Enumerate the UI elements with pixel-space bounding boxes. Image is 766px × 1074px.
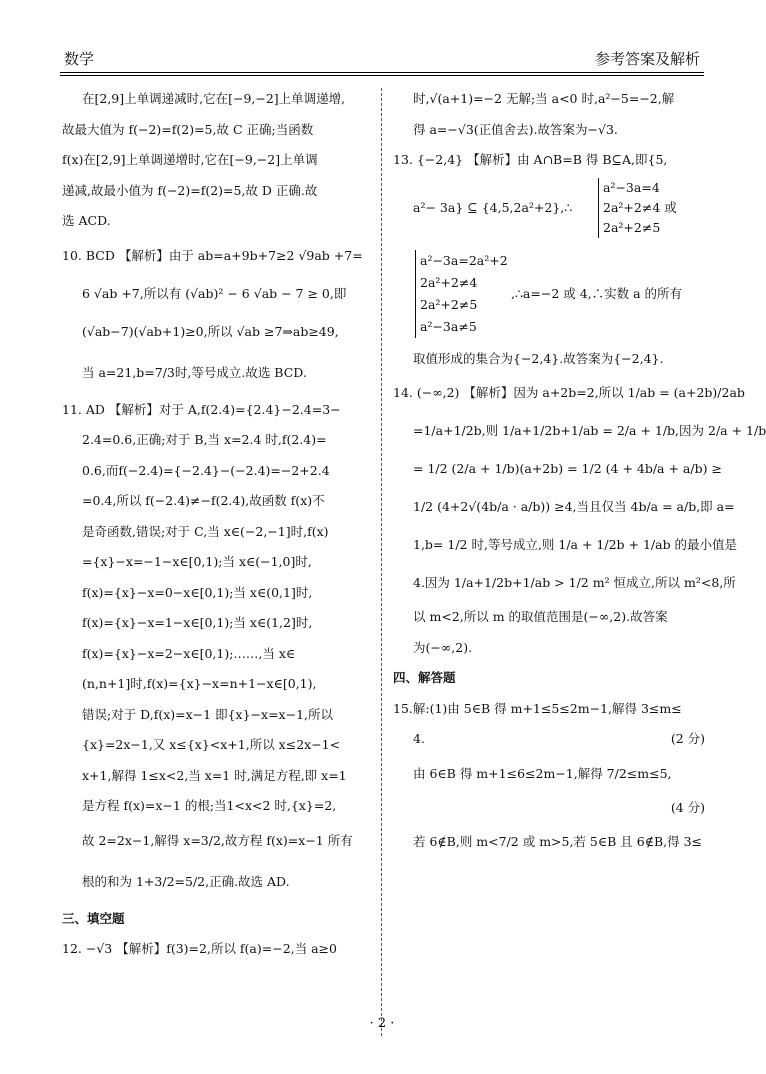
text-line: = 1/2 (2/a + 1/b)(a+2b) = 1/2 (4 + 4b/a + a/b) ≥: [413, 461, 722, 476]
header-rule-thick: [60, 72, 704, 73]
text-line: ={x}−x=−1−x∈[0,1);当 x∈(−1,0]时,: [82, 554, 312, 569]
section-heading-solutions: 四、解答题: [393, 670, 456, 685]
text-line: f(x)={x}−x=1−x∈[0,1);当 x∈(1,2]时,: [82, 615, 313, 630]
text-line: [393, 724, 705, 755]
subject-title: 数学: [64, 50, 95, 68]
equation: a²−3a=2a²+2: [420, 252, 508, 268]
text-line: 为(−∞,2).: [413, 639, 473, 655]
text-fragment: 4.: [413, 731, 425, 746]
text-fragment: ,∴a=−2 或 4,∴实数 a 的所有: [511, 285, 683, 301]
text-line: x+1,解得 1≤x<2,当 x=1 时,满足方程,即 x=1: [82, 767, 347, 783]
text-line: f(x)在[2,9]上单调递增时,它在[−9,−2]上单调: [62, 152, 318, 167]
right-column: [393, 84, 766, 861]
header-rule-thin: [60, 75, 704, 76]
text-line: 得 a=−√3(正值舍去).故答案为−√3.: [413, 121, 618, 137]
text-line: 由 6∈B 得 m+1≤6≤2m−1,解得 7/2≤m≤5,: [413, 765, 672, 781]
text-line: 0.6,而f(−2.4)={−2.4}−(−2.4)=−2+2.4: [82, 462, 330, 478]
score-note: (4 分): [670, 799, 705, 815]
left-column: [62, 84, 372, 965]
equation: 2a²+2≠4 或: [603, 199, 677, 215]
answer-11-line: 11. AD 【解析】对于 A,f(2.4)={2.4}−2.4=3−: [62, 401, 341, 417]
score-note: (2 分): [670, 731, 705, 746]
equation: a²−3a=4: [603, 179, 660, 195]
text-line: 2.4=0.6,正确;对于 B,当 x=2.4 时,f(2.4)=: [82, 432, 327, 447]
text-line: 取值形成的集合为{−2,4}.故答案为{−2,4}.: [413, 350, 664, 366]
equation: a²−3a≠5: [420, 318, 477, 334]
text-line: 错误;对于 D,f(x)=x−1 即{x}−x=x−1,所以: [82, 706, 333, 722]
text-line: 递减,故最小值为 f(−2)=f(2)=5,故 D 正确.故: [62, 182, 318, 198]
equation: 2a²+2≠5: [420, 296, 478, 312]
text-line: 当 a=21,b=7/3时,等号成立.故选 BCD.: [82, 364, 307, 380]
answer-10-line: 10. BCD 【解析】由于 ab=a+9b+7≥2 √9ab +7=: [62, 247, 363, 263]
answer-15-line: 15.解:(1)由 5∈B 得 m+1≤5≤2m−1,解得 3≤m≤: [393, 700, 682, 716]
text-line: 故 2=2x−1,解得 x=3/2,故方程 f(x)=x−1 所有: [82, 832, 353, 848]
equation-system-1: [598, 178, 677, 238]
set-system-2: [393, 244, 705, 344]
text-line: 4.因为 1/a+1/2b+1/ab > 1/2 m² 恒成立,所以 m²<8,所: [413, 575, 736, 590]
text-line: {x}=2x−1,又 x≤{x}<x+1,所以 x≤2x−1<: [82, 737, 341, 752]
column-divider: [381, 88, 382, 1036]
text-line: 若 6∉B,则 m<7/2 或 m>5,若 5∈B 且 6∉B,得 3≤: [413, 834, 703, 849]
equation-system-2: [415, 250, 508, 338]
section-heading-fill-blank: 三、填空题: [62, 910, 125, 926]
text-line: 以 m<2,所以 m 的取值范围是(−∞,2).故答案: [413, 609, 668, 624]
set-system-1: [393, 176, 705, 240]
text-line: 1/2 (4+2√(4b/a · a/b)) ≥4,当且仅当 4b/a = a/b,即 a=: [413, 499, 735, 514]
text-line: =1/a+1/2b,则 1/a+1/2b+1/ab = 2/a + 1/b,因为 2/a + 1/b: [413, 423, 766, 438]
text-line: 根的和为 1+3/2=5/2,正确.故选 AD.: [82, 873, 290, 889]
text-line: (√ab−7)(√ab+1)≥0,所以 √ab ≥7⇒ab≥49,: [82, 323, 339, 339]
text-line: (n,n+1]时,f(x)={x}−x=n+1−x∈[0,1),: [82, 676, 317, 691]
text-line: 选 ACD.: [62, 213, 111, 228]
equation: 2a²+2≠4: [420, 274, 478, 290]
text-line: f(x)={x}−x=2−x∈[0,1);……,当 x∈: [82, 645, 296, 661]
answer-12-line: 12. −√3 【解析】f(3)=2,所以 f(a)=−2,当 a≥0: [62, 941, 337, 956]
answer-13-line: 13. {−2,4} 【解析】由 A∩B=B 得 B⊆A,即{5,: [393, 152, 668, 167]
text-line: 6 √ab +7,所以有 (√ab)² − 6 √ab − 7 ≥ 0,即: [82, 285, 347, 301]
text-line: =0.4,所以 f(−2.4)≠−f(2.4),故函数 f(x)不: [82, 493, 325, 508]
equation: 2a²+2≠5: [603, 219, 661, 235]
text-line: 在[2,9]上单调递减时,它在[−9,−2]上单调递增,: [82, 91, 346, 106]
text-line: 1,b= 1/2 时,等号成立,则 1/a + 1/2b + 1/ab 的最小值是: [413, 537, 738, 552]
page-number: · 2 ·: [369, 1016, 395, 1031]
text-line: 是奇函数,错误;对于 C,当 x∈(−2,−1]时,f(x): [82, 523, 329, 539]
text-line: 是方程 f(x)=x−1 的根;当1<x<2 时,{x}=2,: [82, 798, 337, 813]
text-line: f(x)={x}−x=0−x∈[0,1);当 x∈(0,1]时,: [82, 584, 313, 600]
text-line: 时,√(a+1)=−2 无解;当 a<0 时,a²−5=−2,解: [413, 91, 675, 106]
section-title: 参考答案及解析: [594, 50, 700, 68]
answer-14-line: 14. (−∞,2) 【解析】因为 a+2b=2,所以 1/ab = (a+2b)/2ab: [393, 385, 745, 400]
text-fragment: a²− 3a} ⊆ {4,5,2a²+2},∴: [413, 199, 573, 215]
text-line: 故最大值为 f(−2)=f(2)=5,故 C 正确;当函数: [62, 121, 314, 137]
